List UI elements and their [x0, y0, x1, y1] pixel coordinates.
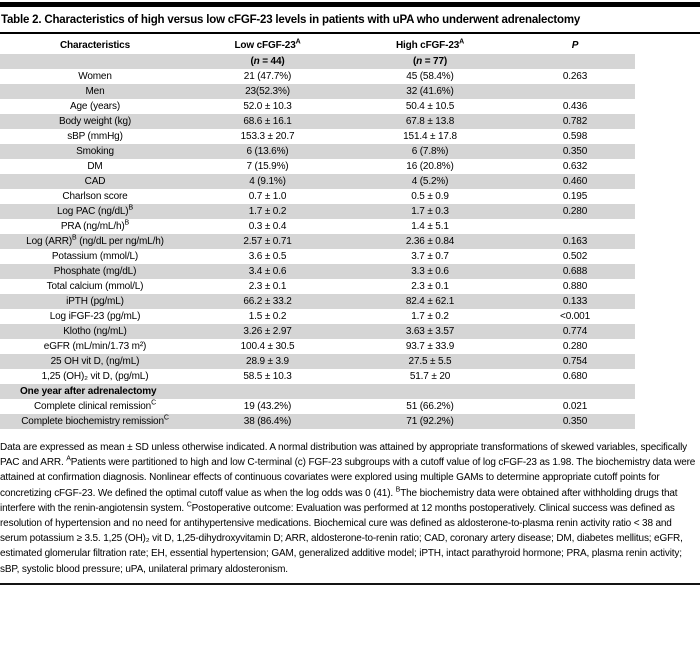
table-title: Table 2. Characteristics of high versus low cFGF-23 levels in patients with uPA who underwent adrenalectomy — [1, 14, 581, 26]
low-value-cell: 1.7 ± 0.2 — [248, 206, 287, 217]
characteristic-cell: Complete clinical remission$^C$ — [33, 399, 156, 412]
table-row — [0, 249, 635, 264]
col-header-label: Characteristics — [59, 40, 130, 51]
table-row — [0, 114, 635, 129]
characteristic-cell: PRA $(ng/mL/h)^B$ — [60, 219, 130, 232]
high-value-cell: 1.7 ± 0.3 — [411, 206, 449, 217]
low-value-cell: 58.5 ± 10.3 — [243, 371, 292, 382]
characteristic-cell: CAD — [84, 176, 106, 187]
characteristic-cell: Body weight (kg) — [58, 116, 132, 127]
table-row — [0, 279, 635, 294]
n-count: = 77) — [422, 56, 448, 67]
footnotes — [0, 440, 700, 577]
characteristic-cell: Smoking — [76, 146, 114, 157]
low-value-cell: 0.3 ± 0.4 — [248, 221, 287, 232]
high-group-n-cell — [345, 54, 515, 69]
characteristic-cell: sBP (mmHg) — [67, 131, 123, 142]
high-value-cell: 2.3 ± 0.1 — [411, 281, 449, 292]
characteristic-cell: Age (years) — [69, 101, 121, 112]
empty-cell — [515, 54, 635, 69]
p-value-cell: 0.632 — [562, 161, 588, 172]
n-symbol: n — [253, 56, 260, 67]
footnote-text: The biochemistry data were obtained after withholding drugs that interfere with the renin-angiotensin system. — [0, 487, 678, 514]
high-value-cell: 51 (66.2%) — [406, 401, 454, 412]
high-value-cell: 32 (41.6%) — [406, 86, 454, 97]
high-value-cell: 3.63 ± 3.57 — [405, 326, 455, 337]
characteristic-cell: 1,25 (OH)₂ vit D, (pg/mL) — [41, 371, 149, 382]
footnote-marker: C — [151, 399, 156, 407]
col-header-high-cfgf23 — [345, 37, 515, 54]
n-symbol: n — [416, 56, 423, 67]
low-value-cell: 66.2 ± 33.2 — [243, 296, 292, 307]
table-row — [0, 339, 635, 354]
empty-cell — [0, 54, 190, 69]
col-header-low-cfgf23 — [190, 37, 345, 54]
p-value-cell: 0.350 — [562, 416, 588, 427]
high-value-cell: 4 (5.2%) — [411, 176, 449, 187]
low-value-cell: 7 (15.9%) — [246, 161, 289, 172]
table-body — [0, 69, 635, 429]
col-header-p-value — [515, 37, 635, 54]
characteristic-cell: iPTH (pg/mL) — [66, 296, 124, 307]
characteristic-cell: Total calcium (mmol/L) — [46, 281, 144, 292]
characteristic-cell: Complete biochemistry remission$^C$ — [21, 414, 169, 427]
p-value-cell: 0.280 — [562, 341, 588, 352]
paper-table-page — [0, 2, 700, 666]
footnote-text: Data are expressed as mean ± SD unless otherwise indicated. A normal distribution was attained by appropriate transformations of skewed variables, specifically PAC and ARR. — [0, 442, 688, 469]
low-value-cell: 23(52.3%) — [245, 86, 290, 97]
footnote-marker: A — [459, 38, 465, 46]
low-value-cell: 52.0 ± 10.3 — [243, 101, 292, 112]
high-value-cell: 0.5 ± 0.9 — [411, 191, 449, 202]
characteristic-cell: DM — [87, 161, 103, 172]
p-value-cell: <0.001 — [560, 311, 590, 322]
header-row — [0, 37, 635, 54]
table-row — [0, 354, 635, 369]
high-value-cell: 93.7 ± 33.9 — [405, 341, 455, 352]
footnote-marker: C — [186, 501, 192, 509]
p-value-cell: 0.021 — [562, 401, 588, 412]
high-value-cell: 3.7 ± 0.7 — [411, 251, 449, 262]
table-row — [0, 129, 635, 144]
characteristic-cell: Men — [85, 86, 105, 97]
low-value-cell: 3.4 ± 0.6 — [248, 266, 287, 277]
low-value-cell: 28.9 ± 3.9 — [246, 356, 289, 367]
footnote-marker: B — [128, 204, 134, 212]
high-value-cell: 27.5 ± 5.5 — [408, 356, 452, 367]
low-value-cell: 153.3 ± 20.7 — [240, 131, 295, 142]
high-value-cell: 151.4 ± 17.8 — [403, 131, 457, 142]
high-value-cell: 2.36 ± 0.84 — [405, 236, 455, 247]
high-value-cell: 6 (7.8%) — [411, 146, 449, 157]
low-value-cell: 4 (9.1%) — [249, 176, 286, 187]
characteristic-cell: Log iFGF-23 (pg/mL) — [49, 311, 141, 322]
high-value-cell: 1.4 ± 5.1 — [411, 221, 449, 232]
p-value-cell: 0.350 — [562, 146, 588, 157]
section-row — [0, 384, 635, 399]
characteristic-cell: Log (ARR)$^B$ (ng/dL per ng/mL/h) — [26, 234, 164, 247]
footnote-marker: B — [124, 219, 130, 227]
footnote-marker: B — [395, 486, 401, 494]
footnote-marker: A — [295, 38, 301, 46]
p-value-cell: 0.502 — [562, 251, 588, 262]
p-value-cell: 0.163 — [562, 236, 588, 247]
high-value-cell: 3.3 ± 0.6 — [411, 266, 449, 277]
table-row — [0, 309, 635, 324]
table-row — [0, 324, 635, 339]
table-row — [0, 399, 635, 414]
table-row — [0, 174, 635, 189]
p-value-cell: 0.460 — [562, 176, 588, 187]
p-value-cell: 0.880 — [562, 281, 588, 292]
table-row — [0, 369, 635, 384]
table-row — [0, 189, 635, 204]
p-value-cell — [515, 84, 635, 99]
characteristic-cell: Charlson score — [62, 191, 128, 202]
high-value-cell: 71 (92.2%) — [406, 416, 454, 427]
low-value-cell: 3.6 ± 0.5 — [248, 251, 287, 262]
table-row — [0, 414, 635, 429]
characteristic-cell: 25 OH vit D, (ng/mL) — [50, 356, 140, 367]
characteristic-cell: eGFR (mL/min/1.73 m²) — [43, 341, 147, 352]
high-value-cell: 45 (58.4%) — [406, 71, 454, 82]
bottom-rule — [0, 583, 700, 585]
table-row — [0, 84, 635, 99]
low-value-cell: 68.6 ± 16.1 — [243, 116, 292, 127]
footnote-marker: B — [72, 234, 77, 242]
high-value-cell: 51.7 ± 20 — [409, 371, 451, 382]
high-value-cell: 1.7 ± 0.2 — [411, 311, 449, 322]
p-value-cell: 0.598 — [562, 131, 588, 142]
p-value-cell: 0.782 — [562, 116, 588, 127]
header-rule — [0, 32, 700, 34]
p-value-cell: 0.280 — [562, 206, 588, 217]
n-count: = 44) — [259, 56, 285, 67]
p-value-cell: 0.774 — [562, 326, 588, 337]
low-value-cell: 1.5 ± 0.2 — [248, 311, 287, 322]
low-value-cell: 2.57 ± 0.71 — [243, 236, 292, 247]
table-row — [0, 219, 635, 234]
footnote-text: Postoperative outcome: Evaluation was performed at 12 months postoperatively. Clinical success was defined as resolution of hypertension and no need for antihypertensive medications. Biochemical cure was defined as aldosterone-to-plasma renin activity ratio < 38 and serum potassium ≥ 3.5. 1,25 (OH)₂ vit D, 1,25-dihydroxyvitamin D; ARR, aldosterone-to-renin ratio; CAD, coronary artery disease; DM, diabetes mellitus; eGFR, estimated glomerular filtration rate; EH, essential hypertension; GAM, generalized additive model; iPTH, intact parathyroid hormone; PRA, plasma renin activity; sBP, systolic blood pressure; uPA, unilateral primary aldosteronism. — [0, 502, 683, 575]
footnote-text: Patients were partitioned to high and low C-terminal (c) FGF-23 subgroups with a cutoff value of log cFGF-23 as 1.98. The biochemistry data were attained at confirmation diagnosis. Nonlinear effects of continuous covariates were explored using multiple GAMs to determine appropriate cutoff points for concretizing cFGF-23. We defined the optimal cutoff value as when the log odds was 0 (41). — [0, 457, 696, 499]
paren: ( — [412, 56, 417, 67]
low-value-cell: 6 (13.6%) — [246, 146, 289, 157]
low-group-n-cell — [190, 54, 345, 69]
footnote-marker: A — [66, 455, 71, 463]
footnote-marker: C — [163, 414, 169, 422]
col-header-characteristics — [0, 37, 190, 54]
high-value-cell: 16 (20.8%) — [406, 161, 454, 172]
characteristic-cell: Women — [78, 71, 112, 82]
p-value-cell: 0.436 — [562, 101, 588, 112]
table-row — [0, 69, 635, 84]
table-row — [0, 234, 635, 249]
table-row — [0, 99, 635, 114]
table-row — [0, 264, 635, 279]
section-label: One year after adrenalectomy — [20, 386, 157, 397]
p-value-cell: 0.680 — [562, 371, 588, 382]
high-value-cell: 67.8 ± 13.8 — [405, 116, 455, 127]
characteristic-cell: Log PAC $(ng/dL)^B$ — [56, 204, 134, 217]
characteristic-cell: Phosphate (mg/dL) — [53, 266, 137, 277]
low-value-cell: 2.3 ± 0.1 — [248, 281, 287, 292]
low-value-cell: 38 (86.4%) — [243, 416, 292, 427]
low-value-cell: 0.7 ± 1.0 — [248, 191, 287, 202]
low-value-cell: 3.26 ± 2.97 — [243, 326, 292, 337]
low-value-cell: 100.4 ± 30.5 — [240, 341, 295, 352]
table-row — [0, 294, 635, 309]
p-value-cell: 0.195 — [562, 191, 588, 202]
p-value-cell: 0.263 — [562, 71, 588, 82]
table-row — [0, 159, 635, 174]
p-value-cell: 0.133 — [562, 296, 588, 307]
low-value-cell: 19 (43.2%) — [243, 401, 292, 412]
characteristics-table — [0, 37, 635, 429]
high-value-cell: 50.4 ± 10.5 — [405, 101, 455, 112]
subheader-row — [0, 54, 635, 69]
paren: ( — [250, 56, 254, 67]
characteristic-cell: Klotho (ng/mL) — [63, 326, 127, 337]
col-header-label: High cFGF-23 — [395, 40, 460, 51]
high-value-cell: 82.4 ± 62.1 — [405, 296, 455, 307]
p-value-cell: 0.688 — [562, 266, 588, 277]
p-value-cell: 0.754 — [562, 356, 588, 367]
col-header-label: P — [571, 40, 579, 51]
col-header-label: Low cFGF-23 — [234, 40, 296, 51]
low-value-cell: 21 (47.7%) — [243, 71, 292, 82]
table-row — [0, 144, 635, 159]
p-value-cell — [515, 219, 635, 234]
table-row — [0, 204, 635, 219]
characteristic-cell: Potassium (mmol/L) — [51, 251, 139, 262]
